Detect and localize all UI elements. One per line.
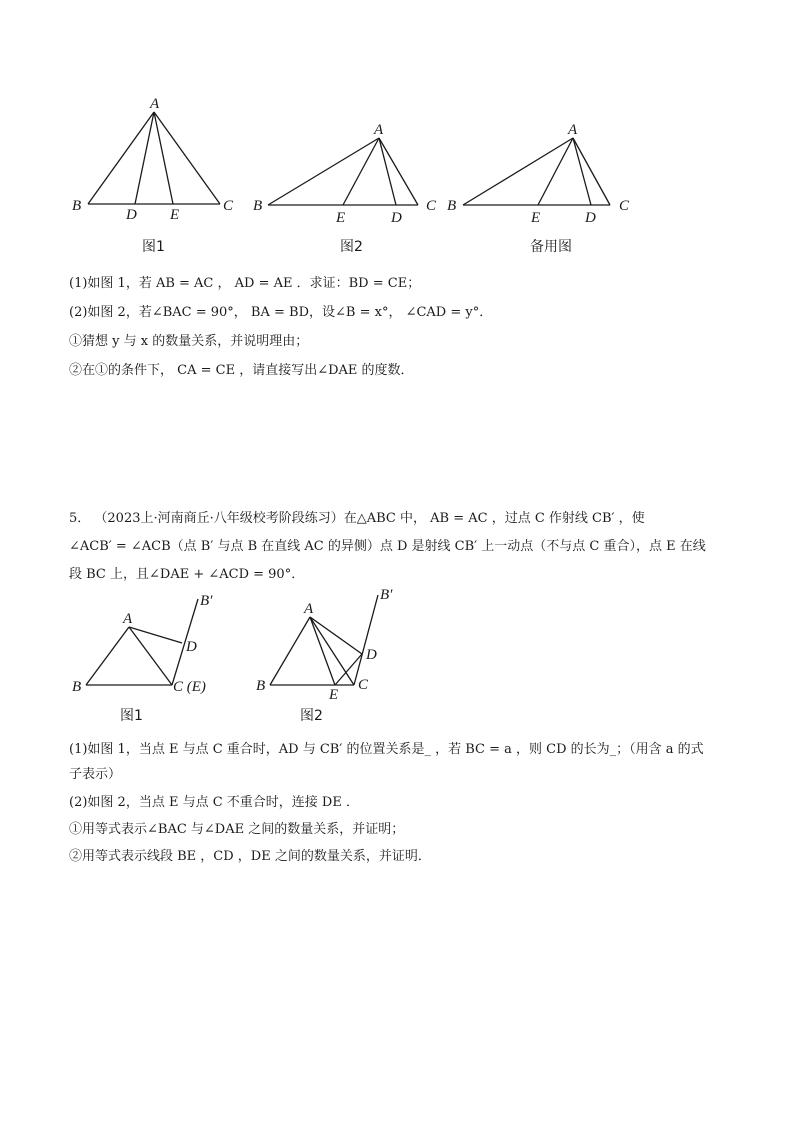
label-A: A — [123, 611, 133, 627]
label-Bprime: B′ — [380, 587, 393, 603]
problem5-figure-1 — [60, 585, 260, 705]
problem5-stem-line2: ∠ACB′ = ∠ACB（点 B′ 与点 B 在直线 AC 的异侧）点 D 是射线 CB′ 上一动点（不与点 C 重合），点 E 在线 — [69, 539, 706, 554]
segment-AC — [573, 138, 610, 205]
label-D: D — [126, 207, 137, 223]
label-B: B — [72, 679, 82, 695]
label-Bprime: B′ — [200, 593, 213, 609]
problem4-part2: (2)如图 2，若∠BAC = 90°， BA = BD，设∠B = x°， ∠CAD = y°． — [69, 305, 493, 320]
label-A: A — [374, 122, 384, 138]
segment-AD — [310, 617, 362, 654]
label-B: B — [256, 678, 266, 694]
label-A: A — [568, 122, 578, 138]
triangle-diagram-spare — [445, 120, 645, 230]
triangle-diagram-2 — [250, 120, 450, 230]
problem5-stem-line1: 5． （2023上·河南商丘·八年级校考阶段练习）在△ABC 中， AB = AC ，过点 C 作射线 CB′ ，使 — [69, 511, 645, 526]
problem5-stem-line3: 段 BC 上，且∠DAE + ∠ACD = 90°． — [69, 567, 305, 582]
problem4-sub2: ②在①的条件下， CA = CE ，请直接写出∠DAE 的度数． — [69, 363, 414, 378]
label-D: D — [585, 210, 596, 226]
label-D: D — [186, 639, 197, 655]
ray-diagram-2 — [250, 585, 450, 705]
figure-1-caption: 图1 — [142, 239, 165, 255]
figure-2-caption: 图2 — [340, 239, 363, 255]
segment-AB — [463, 138, 573, 205]
label-B: B — [72, 198, 82, 214]
problem4-sub1: ①猜想 y 与 x 的数量关系，并说明理由； — [69, 334, 309, 349]
figure-2-top — [250, 120, 450, 230]
figure-spare-top — [445, 120, 645, 230]
label-C-E: C (E) — [173, 679, 206, 695]
label-E: E — [336, 210, 346, 226]
problem5-part1-line1: (1)如图 1，当点 E 与点 C 重合时，AD 与 CB′ 的位置关系是_ ，若 BC = a ，则 CD 的长为_；（用含 a 的式 — [69, 742, 704, 757]
segment-AB — [86, 627, 129, 685]
ray-CBprime — [354, 595, 378, 685]
label-C: C — [358, 677, 369, 693]
label-C: C — [619, 198, 630, 214]
segment-AC — [379, 138, 418, 205]
segment-AE — [343, 138, 379, 205]
ray-diagram-1 — [60, 585, 260, 705]
segment-AC — [129, 627, 172, 685]
figure-1-top — [60, 90, 263, 230]
problem5-part2: (2)如图 2，当点 E 与点 C 不重合时，连接 DE ． — [69, 795, 359, 810]
segment-AB — [270, 617, 310, 685]
label-E: E — [531, 210, 541, 226]
segment-AC — [310, 617, 354, 685]
label-E: E — [329, 687, 339, 703]
label-D: D — [391, 210, 402, 226]
segment-AB — [268, 138, 379, 205]
problem5-sub2: ②用等式表示线段 BE ，CD ，DE 之间的数量关系，并证明． — [69, 849, 431, 864]
figure-spare-caption: 备用图 — [530, 239, 572, 255]
label-A: A — [150, 96, 160, 112]
segment-AD — [129, 627, 182, 643]
problem4-part1: (1)如图 1，若 AB = AC ， AD = AE ．求证：BD = CE； — [69, 276, 421, 291]
problem5-part1-line2: 子表示） — [69, 767, 122, 782]
label-C: C — [426, 198, 437, 214]
problem5-figure-2 — [250, 585, 450, 705]
problem5-figure-1-caption: 图1 — [120, 708, 143, 724]
problem5-sub1: ①用等式表示∠BAC 与∠DAE 之间的数量关系，并证明； — [69, 822, 405, 837]
label-E: E — [170, 207, 180, 223]
problem5-figure-2-caption: 图2 — [300, 708, 323, 724]
triangle-diagram-1 — [60, 90, 263, 230]
label-A: A — [304, 601, 314, 617]
segment-AD — [573, 138, 591, 205]
label-B: B — [253, 198, 263, 214]
label-C: C — [223, 198, 234, 214]
label-D: D — [366, 647, 377, 663]
label-B: B — [447, 198, 457, 214]
segment-AD — [379, 138, 396, 205]
